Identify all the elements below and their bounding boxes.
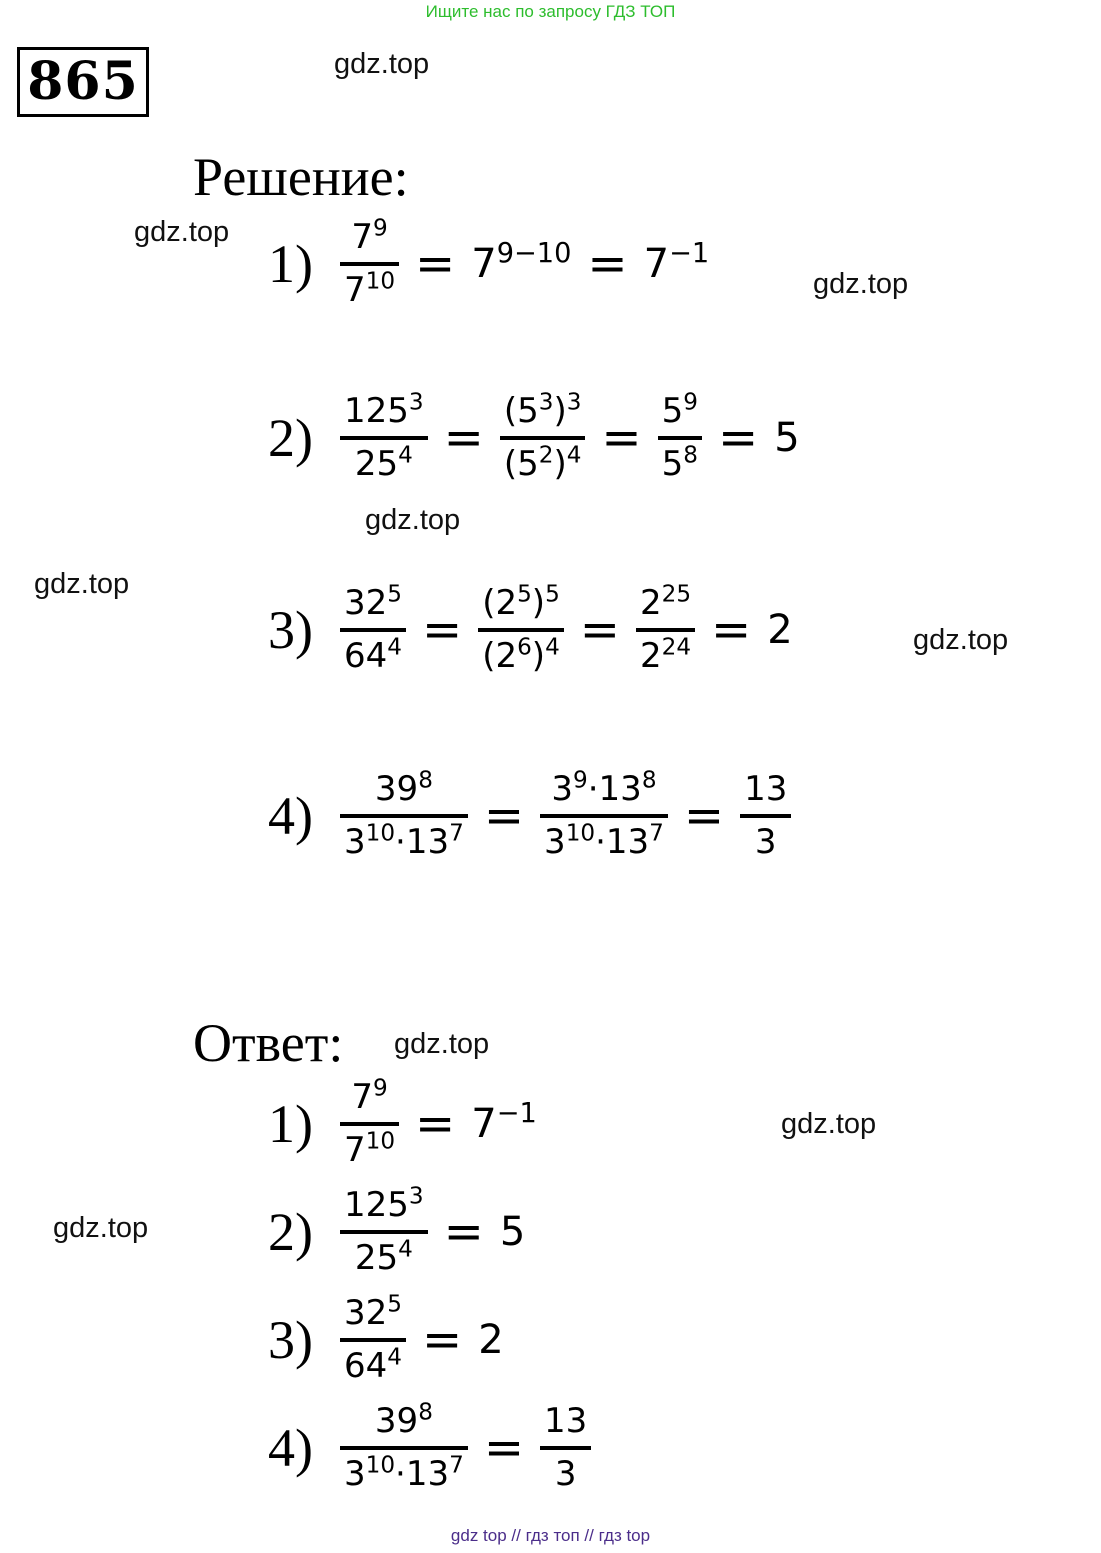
solution-item-3: 3) $\frac{32^5}{64^4}$ = $\frac{(2^5)^5}{(2^6)^4}$ = $\frac{2^{25}}{2^{24}}$ = 2 (268, 581, 793, 677)
fraction: $\frac{32^5}{64^4}$ (340, 584, 406, 676)
watermark: gdz.top (134, 216, 230, 248)
item-label: 3) (268, 1310, 313, 1371)
answer-item-1: 1) $\frac{7^9}{7^{10}}$ = $7^{-1}$ (268, 1075, 537, 1171)
solution-item-4: 4) $\frac{39^8}{3^{10}\cdot 13^7}$ = $\frac{3^9\cdot 13^8}{3^{10}\cdot 13^7}$ = $\frac{13}{3}$ (268, 770, 791, 862)
item-label: 1) (268, 1094, 313, 1155)
item-label: 1) (268, 234, 313, 295)
watermark: gdz.top (34, 568, 130, 600)
result: $7^{-1}$ (471, 1098, 537, 1148)
result: 5 (774, 415, 800, 462)
watermark: gdz.top (334, 48, 430, 80)
fraction: $\frac{39^8}{3^{10}\cdot 13^7}$ (340, 1402, 468, 1494)
answer-item-2: 2) $\frac{125^3}{25^4}$ = 5 (268, 1183, 526, 1279)
fraction: $\frac{39^8}{3^{10}\cdot 13^7}$ (340, 770, 468, 862)
footer-links[interactable]: gdz top // гдз топ // гдз top (450, 1526, 651, 1545)
problem-number: 865 (17, 47, 149, 117)
power-expression: $7^{9-10}$ (471, 238, 572, 288)
answer-item-3: 3) $\frac{32^5}{64^4}$ = 2 (268, 1291, 504, 1387)
watermark: gdz.top (913, 624, 1009, 656)
fraction: $\frac{13}{3}$ (540, 1402, 591, 1494)
watermark: gdz.top (365, 504, 461, 536)
watermark: gdz.top (53, 1212, 149, 1244)
result: 2 (767, 607, 793, 654)
fraction: $\frac{3^9\cdot 13^8}{3^{10}\cdot 13^7}$ (540, 770, 668, 862)
fraction: $\frac{7^9}{7^{10}}$ (340, 218, 399, 310)
watermark: gdz.top (781, 1108, 877, 1140)
result: 2 (478, 1317, 504, 1364)
fraction: $\frac{2^{25}}{2^{24}}$ (636, 584, 695, 676)
fraction: $\frac{7^9}{7^{10}}$ (340, 1078, 399, 1170)
fraction: $\frac{125^3}{25^4}$ (340, 392, 428, 484)
fraction: $\frac{5^9}{5^8}$ (658, 392, 702, 484)
answer-item-4: 4) $\frac{39^8}{3^{10}\cdot 13^7}$ = $\frac{13}{3}$ (268, 1402, 591, 1494)
watermark: gdz.top (813, 268, 909, 300)
fraction: $\frac{125^3}{25^4}$ (340, 1186, 428, 1278)
item-label: 3) (268, 600, 313, 661)
fraction: $\frac{(5^3)^3}{(5^2)^4}$ (500, 392, 586, 484)
fraction: $\frac{(2^5)^5}{(2^6)^4}$ (478, 584, 564, 676)
item-label: 2) (268, 408, 313, 469)
item-label: 4) (268, 786, 313, 847)
fraction: $\frac{13}{3}$ (740, 770, 791, 862)
top-banner: Ищите нас по запросу ГДЗ ТОП (425, 2, 676, 21)
solution-item-1: 1) $\frac{7^9}{7^{10}}$ = $7^{9-10}$ = $7^{-1}$ (268, 215, 710, 311)
answer-heading: Ответ: (193, 1013, 344, 1073)
watermark: gdz.top (394, 1028, 490, 1060)
item-label: 2) (268, 1202, 313, 1263)
solution-item-2: 2) $\frac{125^3}{25^4}$ = $\frac{(5^3)^3}{(5^2)^4}$ = $\frac{5^9}{5^8}$ = 5 (268, 389, 800, 485)
item-label: 4) (268, 1418, 313, 1479)
solution-heading: Решение: (193, 147, 409, 207)
power-result: $7^{-1}$ (643, 238, 710, 288)
fraction: $\frac{32^5}{64^4}$ (340, 1294, 406, 1386)
result: 5 (499, 1209, 526, 1256)
